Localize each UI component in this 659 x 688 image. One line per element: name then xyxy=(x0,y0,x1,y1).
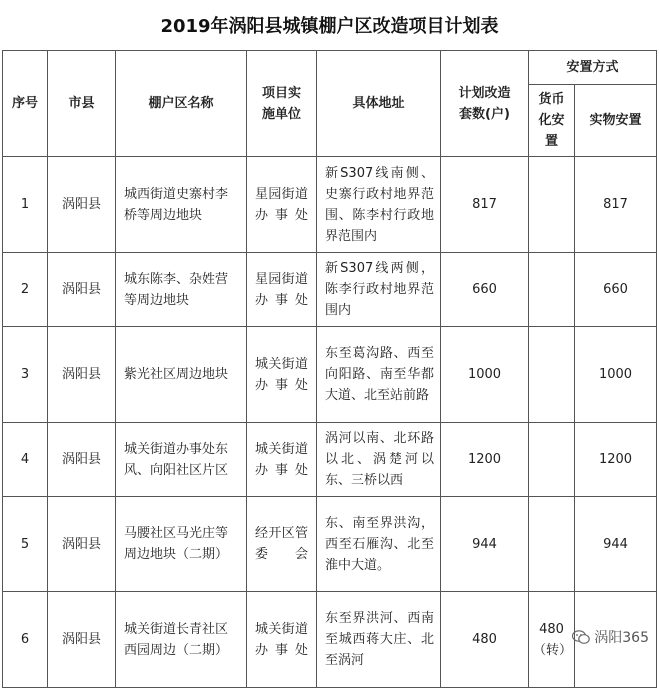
cell-unit: 经开区管委会 xyxy=(247,497,317,592)
cell-money xyxy=(529,497,575,592)
cell-money xyxy=(529,423,575,497)
cell-county: 涡阳县 xyxy=(48,592,116,688)
cell-money: 480（转） xyxy=(529,592,575,688)
cell-physical: 944 xyxy=(575,497,657,592)
cell-address: 新S307线南侧、史寨行政村地界范围、陈李村行政地界范围内 xyxy=(317,157,441,253)
table-row xyxy=(3,423,657,497)
header-unit: 项目实施单位 xyxy=(247,51,317,157)
cell-seq: 1 xyxy=(3,157,48,253)
table-row xyxy=(3,592,657,688)
watermark-text: 涡阳365 xyxy=(594,630,649,646)
cell-physical: 1000 xyxy=(575,327,657,423)
table-row xyxy=(3,327,657,423)
cell-money xyxy=(529,327,575,423)
cell-plan: 480 xyxy=(441,592,529,688)
cell-address: 涡河以南、北环路以北、涡楚河以东、三桥以西 xyxy=(317,423,441,497)
cell-plan: 1200 xyxy=(441,423,529,497)
cell-unit: 城关街道办事处 xyxy=(247,327,317,423)
cell-plan: 817 xyxy=(441,157,529,253)
cell-unit: 星园街道办事处 xyxy=(247,157,317,253)
header-address: 具体地址 xyxy=(317,51,441,157)
cell-name: 紫光社区周边地块 xyxy=(116,327,247,423)
cell-name: 城西街道史寨村李桥等周边地块 xyxy=(116,157,247,253)
cell-seq: 6 xyxy=(3,592,48,688)
header-plan: 计划改造套数(户) xyxy=(441,51,529,157)
header-money: 货币化安置 xyxy=(529,85,575,157)
cell-address: 东至葛沟路、西至向阳路、南至华都大道、北至站前路 xyxy=(317,327,441,423)
cell-physical: 660 xyxy=(575,253,657,327)
cell-name: 城东陈李、杂姓营等周边地块 xyxy=(116,253,247,327)
header-physical: 实物安置 xyxy=(575,85,657,157)
cell-unit: 城关街道办事处 xyxy=(247,592,317,688)
project-table xyxy=(2,50,657,688)
table-row xyxy=(3,253,657,327)
cell-seq: 2 xyxy=(3,253,48,327)
cell-county: 涡阳县 xyxy=(48,497,116,592)
watermark xyxy=(572,627,649,647)
cell-seq: 3 xyxy=(3,327,48,423)
table-title: 2019年涡阳县城镇棚户区改造项目计划表 xyxy=(160,16,499,37)
cell-county: 涡阳县 xyxy=(48,327,116,423)
cell-money xyxy=(529,157,575,253)
cell-physical: 1200 xyxy=(575,423,657,497)
cell-name: 马腰社区马光庄等周边地块（二期） xyxy=(116,497,247,592)
cell-county: 涡阳县 xyxy=(48,423,116,497)
table-row xyxy=(3,157,657,253)
cell-county: 涡阳县 xyxy=(48,157,116,253)
cell-plan: 660 xyxy=(441,253,529,327)
cell-physical: 817 xyxy=(575,157,657,253)
header-seq: 序号 xyxy=(3,51,48,157)
header-name: 棚户区名称 xyxy=(116,51,247,157)
table-row xyxy=(3,497,657,592)
cell-plan: 1000 xyxy=(441,327,529,423)
cell-seq: 4 xyxy=(3,423,48,497)
cell-name: 城关街道办事处东风、向阳社区片区 xyxy=(116,423,247,497)
cell-address: 东至界洪河、西南至城西蒋大庄、北至涡河 xyxy=(317,592,441,688)
header-resettle: 安置方式 xyxy=(529,51,657,85)
cell-unit: 星园街道办事处 xyxy=(247,253,317,327)
cell-unit: 城关街道办事处 xyxy=(247,423,317,497)
cell-seq: 5 xyxy=(3,497,48,592)
cell-county: 涡阳县 xyxy=(48,253,116,327)
cell-money xyxy=(529,253,575,327)
cell-address: 新S307线两侧，陈李行政村地界范围内 xyxy=(317,253,441,327)
cell-address: 东、南至界洪沟，西至石雁沟、北至淮中大道。 xyxy=(317,497,441,592)
cell-plan: 944 xyxy=(441,497,529,592)
header-county: 市县 xyxy=(48,51,116,157)
cell-name: 城关街道长青社区西园周边（二期） xyxy=(116,592,247,688)
wechat-icon xyxy=(572,630,590,645)
